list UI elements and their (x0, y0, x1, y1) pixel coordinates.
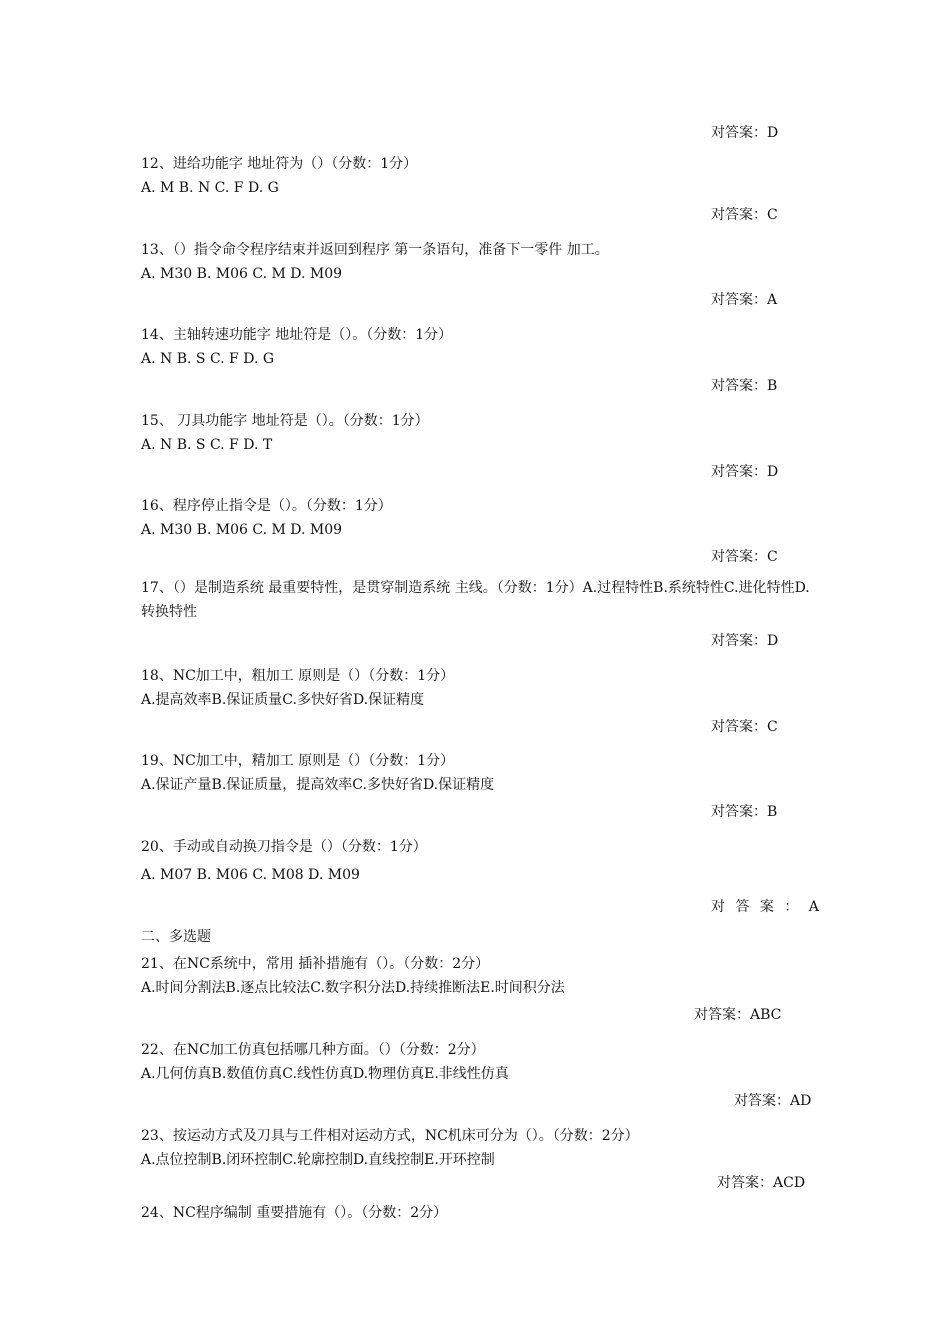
options-18: A.提高效率B.保证质量C.多快好省D.保证精度 (141, 692, 425, 708)
answer-20: 对 答 案 ： A (711, 899, 822, 915)
options-19: A.保证产量B.保证质量，提高效率C.多快好省D.保证精度 (141, 777, 495, 793)
answer-21: 对答案：ABC (694, 1007, 782, 1023)
options-20: A. M07 B. M06 C. M08 D. M09 (141, 867, 360, 883)
options-23: A.点位控制B.闭环控制C.轮廓控制D.直线控制E.开环控制 (141, 1152, 495, 1168)
options-12: A. M B. N C. F D. G (141, 180, 279, 196)
question-16: 16、程序停止指令是（）。（分数：1分） (141, 498, 392, 514)
question-13: 13、（）指令命令程序结束并返回到程序 第一条语句，准备下一零件 加工。 (141, 242, 609, 258)
question-23: 23、按运动方式及刀具与工件相对运动方式，NC机床可分为（）。（分数：2分） (141, 1128, 639, 1144)
options-16: A. M30 B. M06 C. M D. M09 (141, 522, 343, 538)
answer-15: 对答案：D (711, 464, 779, 480)
question-18: 18、NC加工中，粗加工 原则是（）（分数：1分） (141, 668, 455, 684)
question-14: 14、主轴转速功能字 地址符是（）。（分数：1分） (141, 327, 453, 343)
answer-17: 对答案：D (711, 633, 779, 649)
question-17: 17、（）是制造系统 最重要特性，是贯穿制造系统 主线。（分数：1分）A.过程特性B.系统特性C.进化特性D.转换特性 (141, 580, 810, 620)
answer-11: 对答案：D (711, 125, 779, 141)
question-24: 24、NC程序编制 重要措施有（）。（分数：2分） (141, 1205, 448, 1221)
answer-14: 对答案：B (711, 378, 778, 394)
question-19: 19、NC加工中，精加工 原则是（）（分数：1分） (141, 753, 455, 769)
question-15: 15、 刀具功能字 地址符是（）。（分数：1分） (141, 413, 429, 429)
question-22: 22、在NC加工仿真包括哪几种方面。（）（分数：2分） (141, 1042, 485, 1058)
question-12: 12、进给功能字 地址符为（）（分数：1分） (141, 156, 418, 172)
options-21: A.时间分割法B.逐点比较法C.数字积分法D.持续推断法E.时间积分法 (141, 980, 565, 996)
answer-16: 对答案：C (711, 549, 778, 565)
section-heading-multiple-choice: 二、多选题 (141, 929, 211, 945)
options-15: A. N B. S C. F D. T (141, 437, 273, 453)
answer-22: 对答案：AD (734, 1093, 812, 1109)
question-21: 21、在NC系统中，常用 插补措施有（）。（分数：2分） (141, 956, 490, 972)
answer-13: 对答案：A (711, 292, 778, 308)
answer-18: 对答案：C (711, 719, 778, 735)
question-20: 20、手动或自动换刀指令是（）（分数：1分） (141, 839, 427, 855)
answer-23: 对答案：ACD (717, 1175, 806, 1191)
answer-12: 对答案：C (711, 207, 778, 223)
options-22: A.几何仿真B.数值仿真C.线性仿真D.物理仿真E.非线性仿真 (141, 1066, 509, 1082)
answer-19: 对答案：B (711, 804, 778, 820)
options-14: A. N B. S C. F D. G (141, 351, 275, 367)
options-13: A. M30 B. M06 C. M D. M09 (141, 266, 343, 282)
